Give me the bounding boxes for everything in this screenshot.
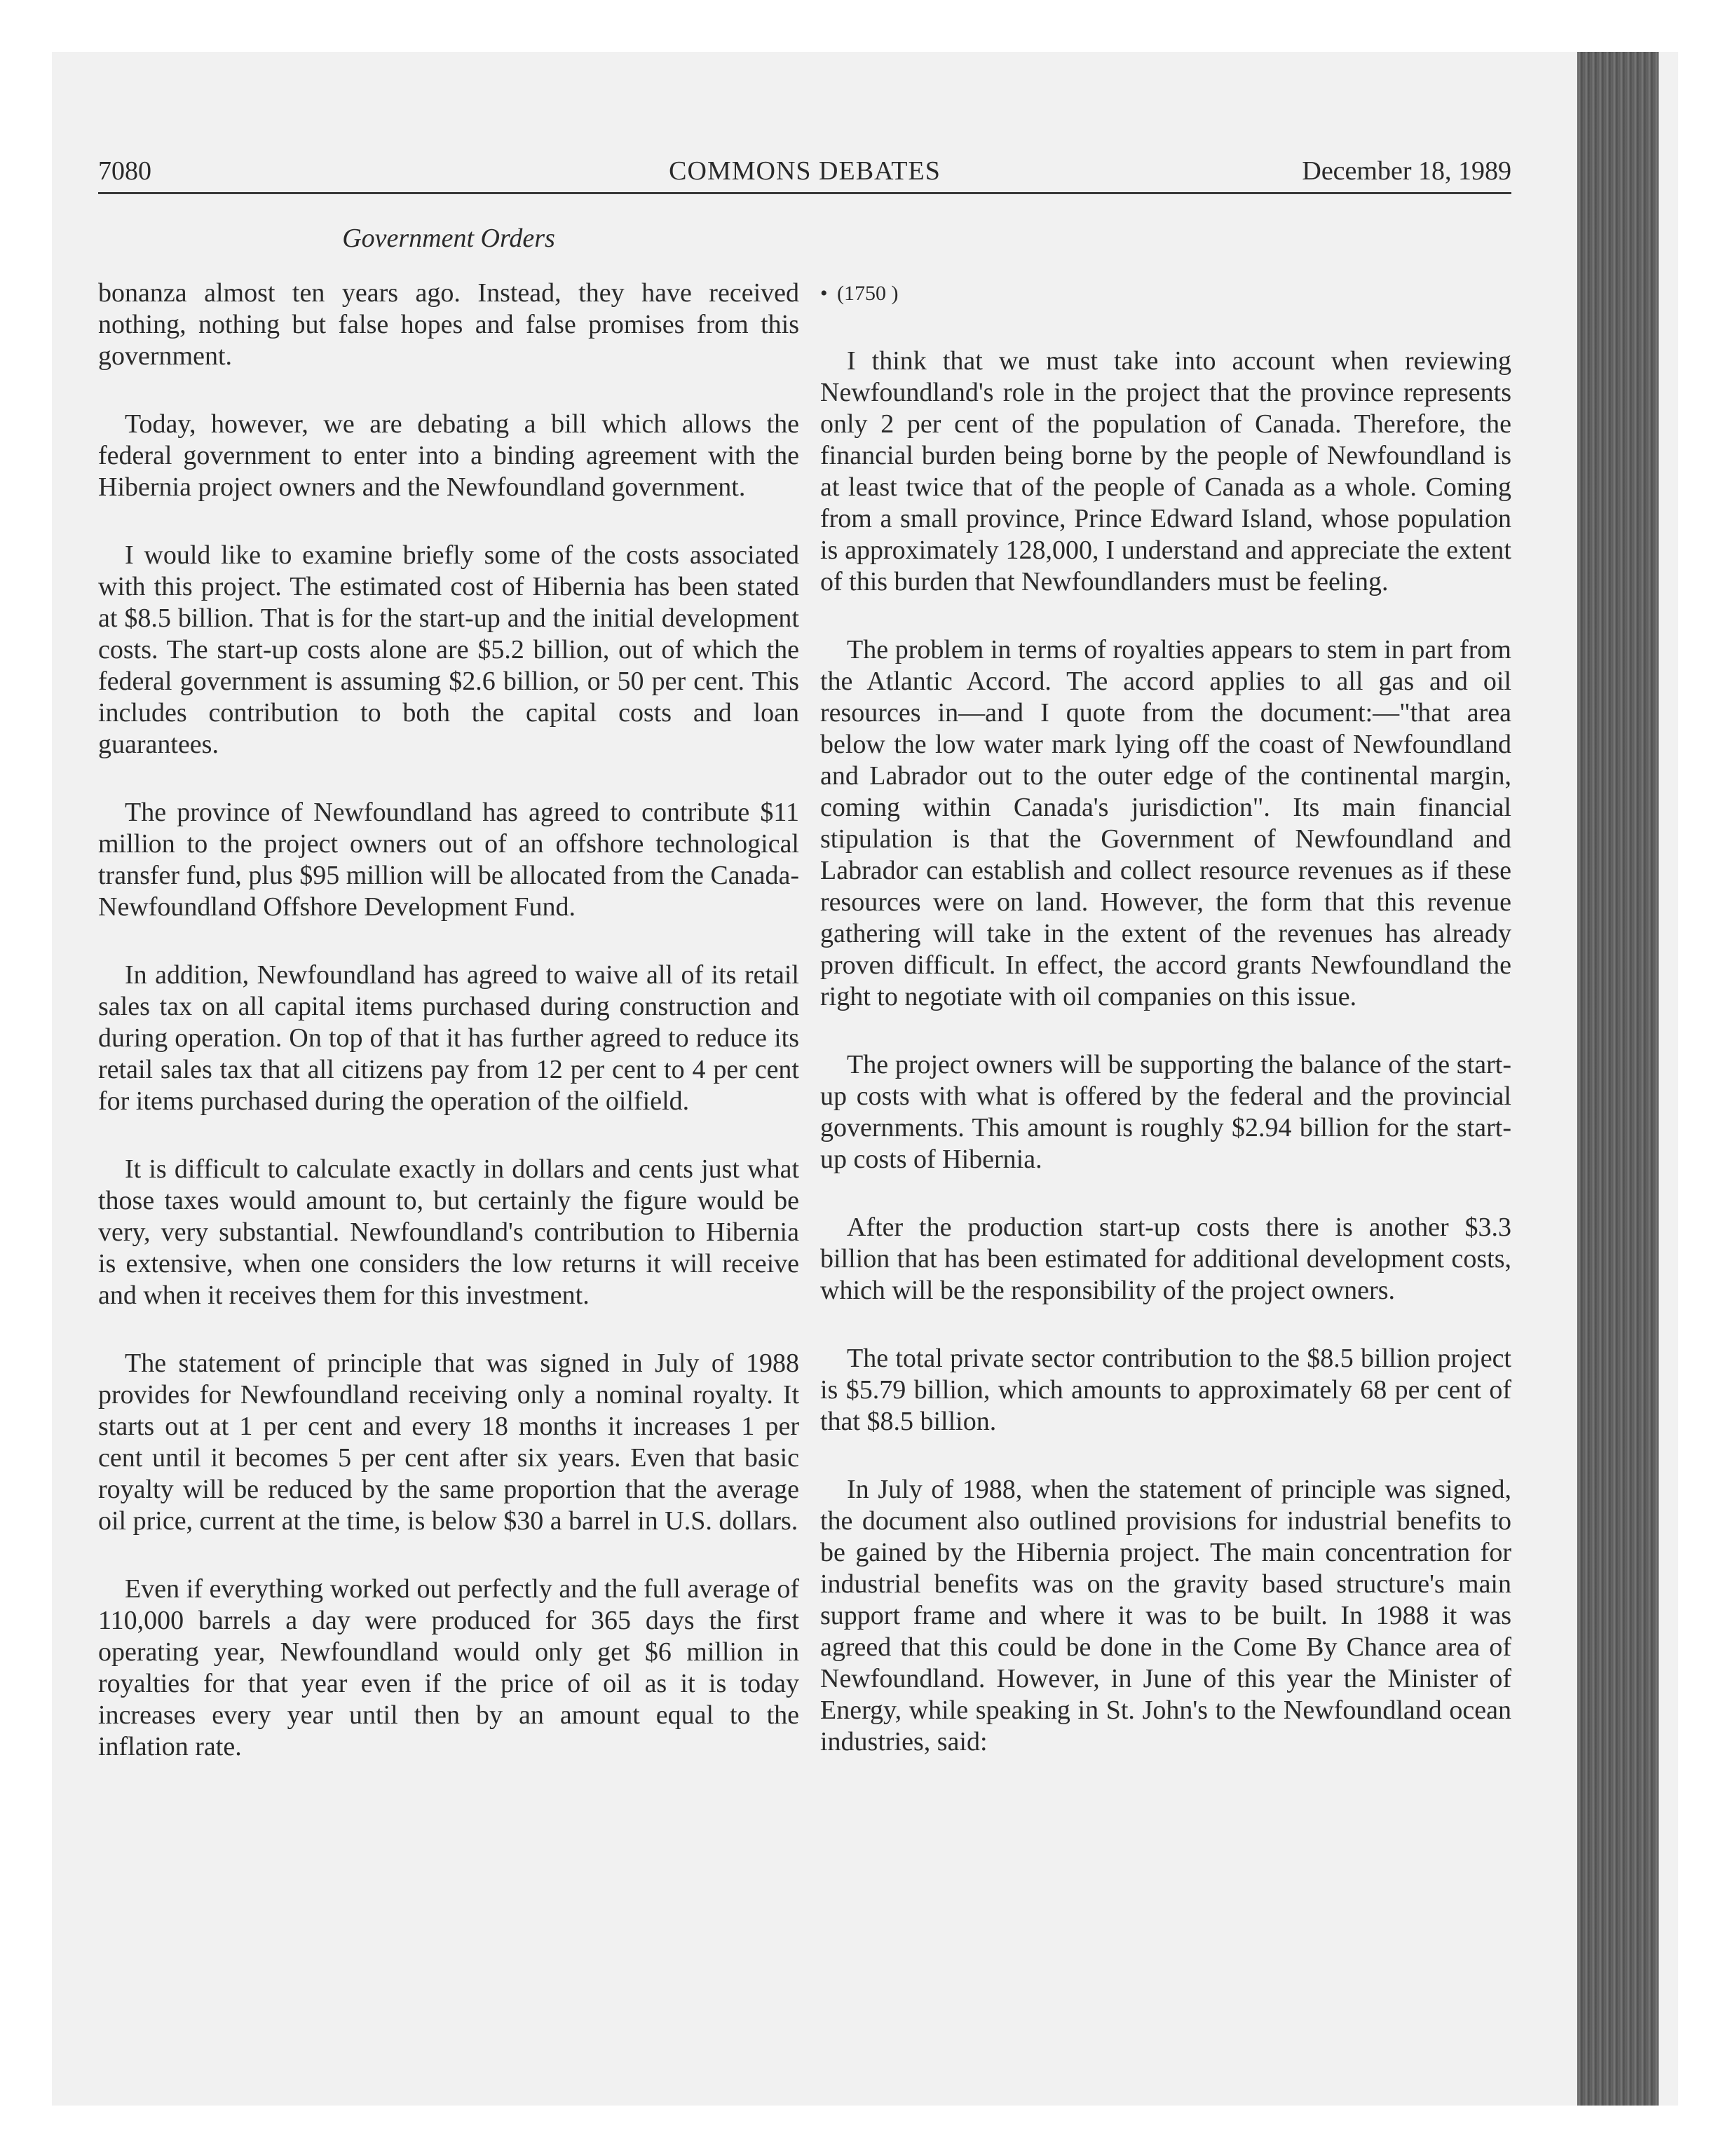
section-title: Government Orders	[342, 224, 555, 253]
page-number: 7080	[98, 156, 151, 186]
paragraph: Even if everything worked out perfectly and the full average of 110,000 barrels a day were produced for 365 days the first operating year, Newfoundland would only get $6 million in royalties for that year even if the price of oil as it is today increases every year until then by an amount equal to the inflation rate.	[98, 1574, 799, 1761]
paragraph: I think that we must take into account when reviewing Newfoundland's role in the project that the province represents only 2 per cent of the population of Canada. Therefore, the financial burden being borne by the people of Newfoundland is at least twice that of the people of Canada as a whole. Coming from a small province, Prince Edward Island, whose population is approximately 128,000, I understand and appreciate the extent of this burden that Newfoundlanders must be feeling.	[820, 346, 1511, 596]
bullet-icon: •	[820, 282, 828, 305]
paragraph: I would like to examine briefly some of the costs associated with this project. The estimated cost of Hibernia has been stated at $8.5 billion. That is for the start-up and the initial development costs. The start-up costs alone are $5.2 billion, out of which the federal government is assuming $2.6 billion, or 50 per cent. This includes contribution to both the capital costs and loan guarantees.	[98, 540, 799, 759]
header-date: December 18, 1989	[1302, 156, 1511, 186]
time-marker	[820, 278, 1511, 309]
scan-edge-shadow	[1577, 52, 1659, 2106]
left-column	[98, 278, 799, 1799]
header-rule	[98, 192, 1511, 194]
paragraph: In July of 1988, when the statement of principle was signed, the document also outlined provisions for industrial benefits to be gained by the Hibernia project. The main concentration for industrial benefits was on the gravity based structure's main support frame and where it was to be built. In 1988 it was agreed that this could be done in the Come By Chance area of Newfoundland. However, in June of this year the Minister of Energy, while speaking in St. John's to the Newfoundland ocean industries, said:	[820, 1475, 1511, 1756]
paragraph: The total private sector contribution to the $8.5 billion project is $5.79 billion, which amounts to approximately 68 per cent of that $8.5 billion.	[820, 1344, 1511, 1436]
paragraph: Today, however, we are debating a bill which allows the federal government to enter into a binding agreement with the Hibernia project owners and the Newfoundland government.	[98, 409, 799, 502]
paragraph: After the production start-up costs there is another $3.3 billion that has been estimated for additional development costs, which will be the responsibility of the project owners.	[820, 1213, 1511, 1305]
paragraph: The problem in terms of royalties appears to stem in part from the Atlantic Accord. The accord applies to all gas and oil resources in—and I quote from the document:—"that area below the low water mark lying off the coast of Newfoundland and Labrador out to the outer edge of the continental margin, coming within Canada's jurisdiction". Its main financial stipulation is that the Government of Newfoundland and Labrador can establish and collect resource revenues as if these resources were on land. However, the form that this revenue gathering will take in the extent of the revenues has already proven difficult. In effect, the accord grants Newfoundland the right to negotiate with oil companies on this issue.	[820, 635, 1511, 1011]
paragraph: The statement of principle that was signed in July of 1988 provides for Newfoundland receiving only a nominal royalty. It starts out at 1 per cent and every 18 months it increases 1 per cent until it becomes 5 per cent after six years. Even that basic royalty will be reduced by the same proportion that the average oil price, current at the time, is below $30 a barrel in U.S. dollars.	[98, 1349, 799, 1536]
publication-title: COMMONS DEBATES	[669, 156, 941, 186]
paragraph: bonanza almost ten years ago. Instead, they have received nothing, nothing but false hopes and false promises from this government.	[98, 278, 799, 371]
paragraph: In addition, Newfoundland has agreed to waive all of its retail sales tax on all capital items purchased during construction and during operation. On top of that it has further agreed to reduce its retail sales tax that all citizens pay from 12 per cent to 4 per cent for items purchased during the operation of the oilfield.	[98, 960, 799, 1116]
paragraph: It is difficult to calculate exactly in dollars and cents just what those taxes would amount to, but certainly the figure would be very, very substantial. Newfoundland's contribution to Hibernia is extensive, when one considers the low returns it will receive and when it receives them for this investment.	[98, 1154, 799, 1310]
time-marker-text: (1750 )	[837, 282, 899, 305]
paragraph: The province of Newfoundland has agreed to contribute $11 million to the project owners out of an offshore technological transfer fund, plus $95 million will be allocated from the Canada-Newfoundland Offshore Development Fund.	[98, 798, 799, 922]
right-column	[820, 278, 1511, 1794]
paragraph: The project owners will be supporting the balance of the start-up costs with what is offered by the federal and the provincial governments. This amount is roughly $2.94 billion for the start-up costs of Hibernia.	[820, 1050, 1511, 1174]
running-header	[98, 156, 1511, 191]
